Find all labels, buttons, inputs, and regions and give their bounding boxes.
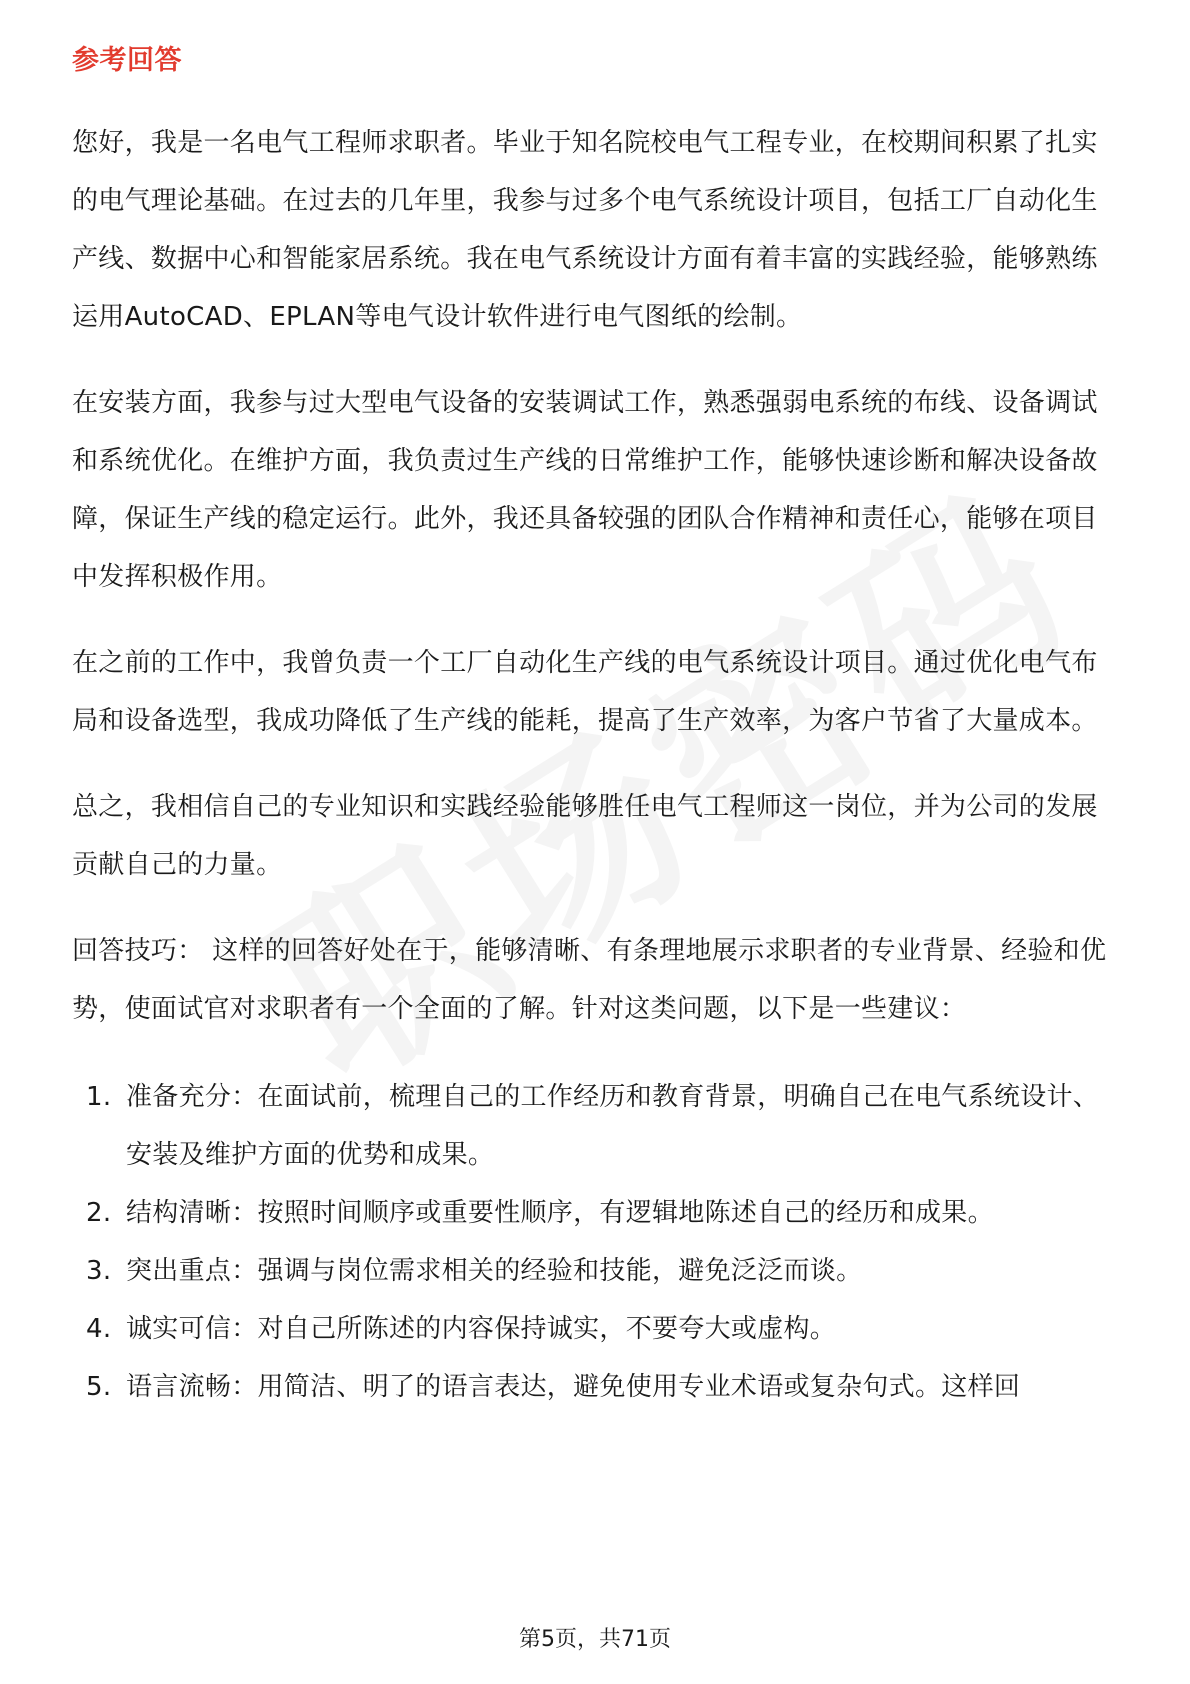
paragraph-intro: 您好，我是一名电气工程师求职者。毕业于知名院校电气工程专业，在校期间积累了扎实的电气理论基础。在过去的几年里，我参与过多个电气系统设计项目，包括工厂自动化生产线、数据中心和智能家居系统。我在电气系统设计方面有着丰富的实践经验，能够熟练运用AutoCAD、EPLAN等电气设计软件进行电气图纸的绘制。 — [72, 127, 1098, 332]
list-item — [72, 1300, 1122, 1358]
list-item — [72, 1242, 1122, 1300]
paragraph-installation: 在安装方面，我参与过大型电气设备的安装调试工作，熟悉强弱电系统的布线、设备调试和系统优化。在维护方面，我负责过生产线的日常维护工作，能够快速诊断和解决设备故障，保证生产线的稳定运行。此外，我还具备较强的团队合作精神和责任心，能够在项目中发挥积极作用。 — [72, 387, 1098, 592]
paragraph-project: 在之前的工作中，我曾负责一个工厂自动化生产线的电气系统设计项目。通过优化电气布局和设备选型，我成功降低了生产线的能耗，提高了生产效率，为客户节省了大量成本。 — [72, 647, 1098, 736]
paragraph-summary: 总之，我相信自己的专业知识和实践经验能够胜任电气工程师这一岗位，并为公司的发展贡献自己的力量。 — [72, 791, 1098, 880]
tips-list — [72, 1068, 1122, 1416]
list-item — [72, 1358, 1122, 1416]
document-page — [72, 42, 1122, 1416]
list-item-number: 5. — [86, 1371, 112, 1402]
list-item-number: 2. — [86, 1197, 112, 1228]
list-item — [72, 1184, 1122, 1242]
list-item — [72, 1068, 1122, 1184]
list-item-text: 诚实可信：对自己所陈述的内容保持诚实，不要夸大或虚构。 — [126, 1313, 837, 1344]
list-item-text: 突出重点：强调与岗位需求相关的经验和技能，避免泛泛而谈。 — [126, 1255, 863, 1286]
tips-intro: 回答技巧： 这样的回答好处在于，能够清晰、有条理地展示求职者的专业背景、经验和优势，使面试官对求职者有一个全面的了解。针对这类问题，以下是一些建议： — [72, 935, 1107, 1024]
section-heading: 参考回答 — [72, 45, 182, 76]
list-item-text: 结构清晰：按照时间顺序或重要性顺序，有逻辑地陈述自己的经历和成果。 — [126, 1197, 994, 1228]
list-item-number: 1. — [86, 1081, 112, 1112]
page-number: 第5页，共71页 — [519, 1627, 671, 1652]
list-item-text: 语言流畅：用简洁、明了的语言表达，避免使用专业术语或复杂句式。这样回 — [126, 1371, 1021, 1402]
list-item-number: 3. — [86, 1255, 112, 1286]
list-item-number: 4. — [86, 1313, 112, 1344]
list-item-text: 准备充分：在面试前，梳理自己的工作经历和教育背景，明确自己在电气系统设计、安装及维护方面的优势和成果。 — [126, 1081, 1100, 1170]
